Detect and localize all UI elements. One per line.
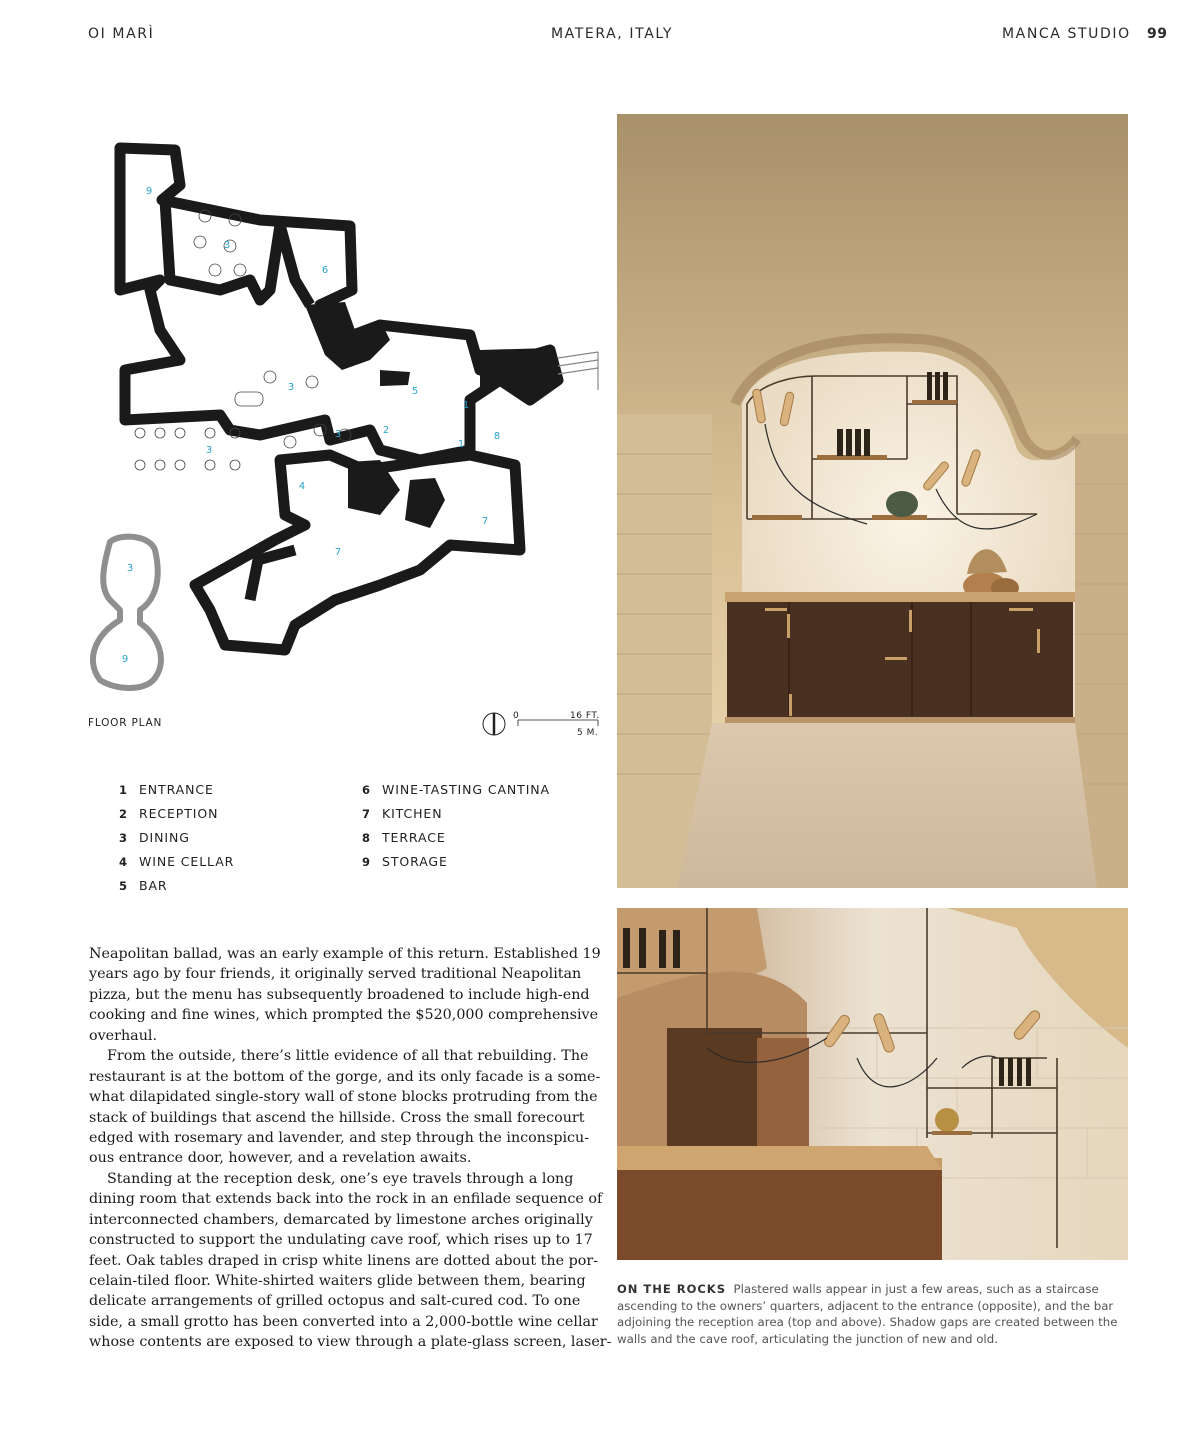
article-line: side, a small grotto has been converted into a 2,000-bottle wine cellar [89, 1313, 598, 1330]
room-number: 7 [334, 547, 342, 558]
legend-right [362, 782, 550, 878]
room-number: 4 [298, 481, 306, 492]
article-line: stack of buildings that ascend the hillside. Cross the small forecourt [89, 1109, 585, 1126]
scale-meters: 5 M. [577, 728, 599, 738]
article-line: celain-tiled floor. White-shirted waiters glide between them, bearing [89, 1273, 586, 1289]
article-line: feet. Oak tables draped in crisp white linens are dotted about the por- [89, 1252, 599, 1269]
article-line: delicate arrangements of grilled octopus and salt-cured cod. To one [89, 1293, 581, 1310]
article-line: overhaul. [89, 1027, 158, 1044]
room-number: 8 [493, 431, 501, 442]
floor-plan [80, 130, 610, 710]
photo-caption [617, 1281, 1128, 1347]
article-line: pizza, but the menu has subsequently broadened to include high-end [89, 986, 590, 1003]
article-line: Neapolitan ballad, was an early example of this return. Established 19 [89, 946, 601, 962]
legend-item: 4 WINE CELLAR [119, 854, 235, 869]
room-number: 3 [126, 563, 134, 574]
legend-left [119, 782, 234, 902]
room-number: 3 [334, 429, 342, 440]
article-line: From the outside, there’s little evidence of all that rebuilding. The [107, 1048, 589, 1065]
legend-item: 5 BAR [119, 878, 168, 893]
room-number: 3 [205, 445, 213, 456]
room-number: 6 [321, 265, 329, 276]
caption-line: ascending to the owners’ quarters, adjacent to the entrance (opposite), and the bar [617, 1298, 1114, 1313]
article-line: ous entrance door, however, and a revelation awaits. [89, 1150, 472, 1167]
legend-item: 2 RECEPTION [119, 806, 219, 821]
article-line: constructed to support the undulating cave roof, which rises up to 17 [89, 1232, 593, 1249]
article-line: interconnected chambers, demarcated by limestone arches originally [89, 1211, 593, 1228]
legend-item: 1 ENTRANCE [119, 782, 214, 797]
article-line: edged with rosemary and lavender, and step through the inconspicu- [89, 1129, 590, 1146]
running-head-center: MATERA, ITALY [551, 26, 674, 42]
room-number: 3 [223, 240, 231, 251]
bar-photo [617, 114, 1128, 888]
room-number: 2 [382, 425, 390, 436]
caption-line: walls and the cave roof, articulating the junction of new and old. [617, 1331, 998, 1346]
legend-item: 7 KITCHEN [362, 806, 443, 821]
caption-title: ON THE ROCKS [617, 1282, 726, 1296]
room-number: 3 [287, 382, 295, 393]
article-line: dining room that extends back into the rock in an enfilade sequence of [89, 1191, 603, 1208]
room-number: 9 [145, 186, 153, 197]
page-number: 99 [1147, 26, 1168, 42]
scale-zero: 0 [513, 711, 520, 721]
floor-plan-caption: FLOOR PLAN [88, 717, 163, 729]
article-line: whose contents are exposed to view through a plate-glass screen, laser- [89, 1334, 612, 1351]
scale-feet: 16 FT. [570, 711, 600, 721]
article-line: cooking and fine wines, which prompted the $520,000 comprehensive [89, 1007, 599, 1024]
room-number: 1 [457, 439, 465, 450]
legend-item: 3 DINING [119, 830, 190, 845]
room-number: 7 [481, 516, 489, 527]
reception-photo [617, 908, 1128, 1260]
legend-item: 6 WINE-TASTING CANTINA [362, 782, 550, 797]
article-line: what dilapidated single-story wall of stone blocks protruding from the [89, 1089, 598, 1106]
running-head-left: OI MARÌ [88, 26, 155, 42]
article-line: years ago by four friends, it originally served traditional Neapolitan [89, 966, 582, 983]
legend-item: 8 TERRACE [362, 830, 446, 845]
room-number: 9 [121, 654, 129, 665]
legend-item: 9 STORAGE [362, 854, 448, 869]
article-line: Standing at the reception desk, one’s eye travels through a long [107, 1170, 574, 1187]
running-head-right: MANCA STUDIO [1002, 26, 1131, 42]
scale-bar [480, 706, 610, 742]
article-line: restaurant is at the bottom of the gorge, and its only facade is a some- [89, 1068, 601, 1085]
article-body [89, 944, 612, 1353]
room-number: 5 [411, 386, 419, 397]
caption-line: Plastered walls appear in just a few areas, such as a staircase [733, 1282, 1099, 1296]
caption-line: adjoining the reception area (top and above). Shadow gaps are created between the [617, 1315, 1118, 1329]
room-number: 1 [462, 400, 470, 411]
